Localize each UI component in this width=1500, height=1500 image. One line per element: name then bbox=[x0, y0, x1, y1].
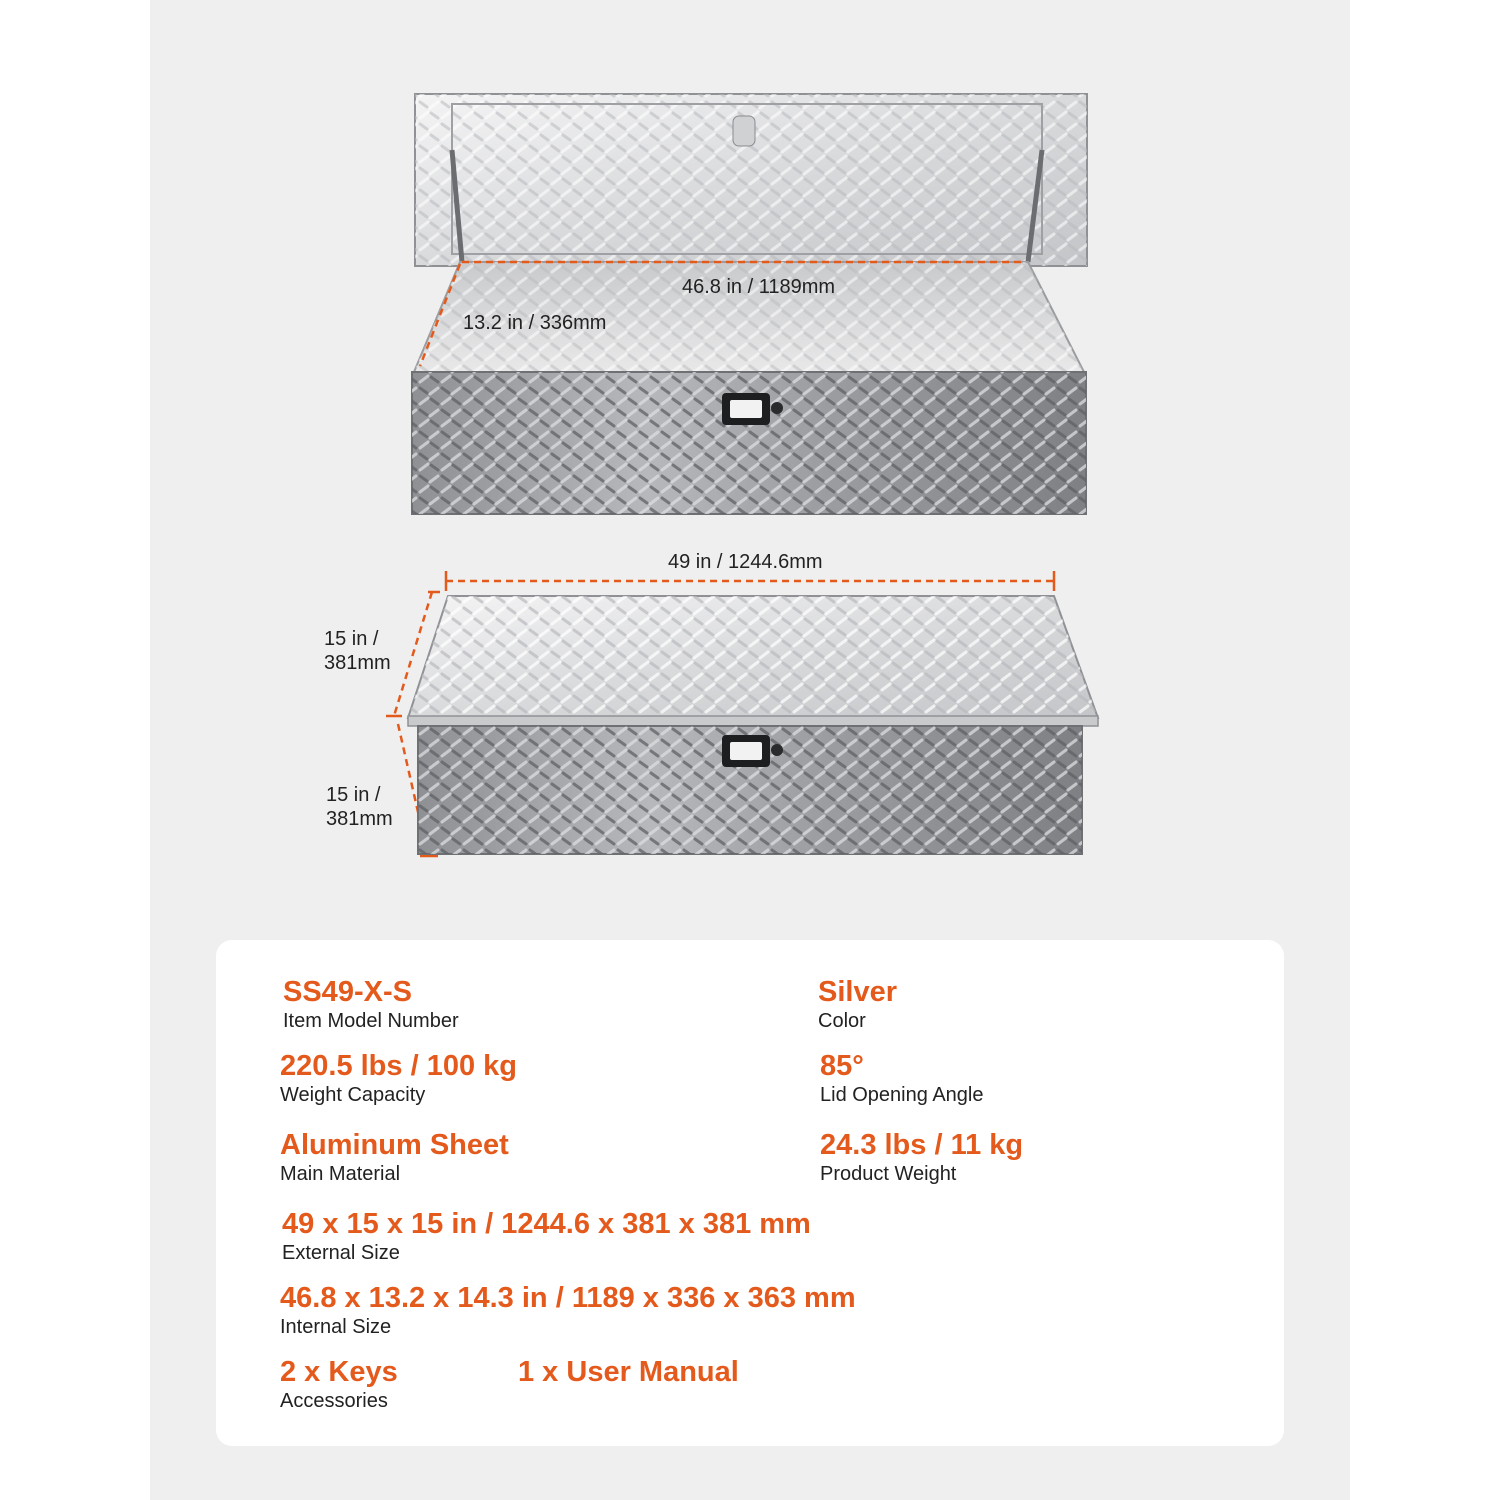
spec-color bbox=[818, 975, 897, 1033]
spec-accessories-keys: 2 x Keys bbox=[280, 1356, 398, 1388]
spec-internal-size bbox=[280, 1281, 856, 1339]
spec-model-value: SS49-X-S bbox=[283, 976, 412, 1008]
spec-internal-size-value: 46.8 x 13.2 x 14.3 in / 1189 x 336 x 363 mm bbox=[280, 1282, 856, 1314]
spec-angle-label: Lid Opening Angle bbox=[820, 1084, 984, 1106]
spec-weight-label: Product Weight bbox=[820, 1163, 957, 1185]
height-label-line1: 15 in / bbox=[326, 784, 381, 806]
spec-internal-size-label: Internal Size bbox=[280, 1316, 392, 1338]
spec-color-label: Color bbox=[818, 1010, 866, 1032]
spec-capacity-label: Weight Capacity bbox=[280, 1084, 426, 1106]
spec-model bbox=[283, 975, 459, 1033]
spec-capacity bbox=[280, 1049, 517, 1107]
spec-weight-value: 24.3 lbs / 11 kg bbox=[820, 1129, 1024, 1161]
spec-external-size-value: 49 x 15 x 15 in / 1244.6 x 381 x 381 mm bbox=[282, 1208, 811, 1240]
spec-capacity-value: 220.5 lbs / 100 kg bbox=[280, 1050, 517, 1082]
depth-label-line2: 381mm bbox=[324, 652, 391, 674]
spec-model-label: Item Model Number bbox=[283, 1010, 459, 1032]
outer-length-label: 49 in / 1244.6mm bbox=[668, 551, 823, 573]
open-box bbox=[412, 94, 1087, 514]
spec-accessories bbox=[280, 1355, 398, 1413]
inner-length-label: 46.8 in / 1189mm bbox=[682, 276, 836, 298]
spec-color-value: Silver bbox=[818, 976, 897, 1008]
height-label bbox=[326, 783, 393, 831]
height-label-line2: 381mm bbox=[326, 808, 393, 830]
closed-box bbox=[386, 571, 1098, 856]
spec-accessories-manual-value: 1 x User Manual bbox=[518, 1356, 739, 1388]
spec-angle-value: 85° bbox=[820, 1050, 864, 1082]
depth-label bbox=[324, 627, 391, 675]
spec-material-label: Main Material bbox=[280, 1163, 401, 1185]
spec-accessories-manual bbox=[518, 1355, 739, 1389]
spec-accessories-label: Accessories bbox=[280, 1390, 388, 1412]
inner-width-label: 13.2 in / 336mm bbox=[463, 312, 607, 334]
spec-angle bbox=[820, 1049, 983, 1107]
spec-external-size bbox=[282, 1207, 811, 1265]
spec-material bbox=[280, 1128, 509, 1186]
depth-label-line1: 15 in / bbox=[324, 628, 379, 650]
spec-external-size-label: External Size bbox=[282, 1242, 400, 1264]
spec-weight bbox=[820, 1128, 1023, 1186]
spec-material-value: Aluminum Sheet bbox=[280, 1129, 509, 1161]
